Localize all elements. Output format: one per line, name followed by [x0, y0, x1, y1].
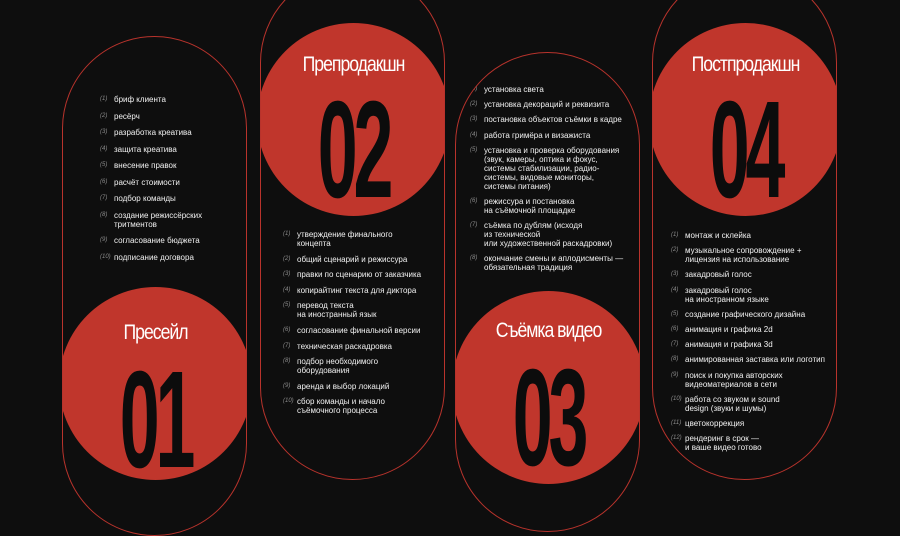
task-item — [470, 85, 640, 94]
stage-title: Препродакшн — [302, 53, 405, 76]
task-text: анимация и графика 3d — [685, 340, 773, 350]
task-index: (8) — [671, 356, 679, 363]
task-index: (5) — [470, 146, 478, 153]
task-index: (7) — [470, 222, 478, 229]
task-item — [671, 395, 836, 413]
task-text: цветокоррекция — [685, 418, 745, 428]
stage-filming-column — [455, 52, 640, 532]
task-item — [671, 355, 836, 364]
task-index: (3) — [671, 271, 679, 278]
stage-presale-column — [62, 36, 247, 536]
task-index: (6) — [671, 325, 679, 332]
task-text: режиссура и постановка на съёмочной площадке — [484, 196, 576, 215]
task-item — [100, 236, 240, 245]
task-index: (2) — [100, 112, 108, 119]
task-index: (2) — [470, 101, 478, 108]
task-index: (2) — [283, 255, 291, 262]
task-text: постановка объектов съёмки в кадре — [484, 115, 622, 125]
task-item — [283, 230, 443, 248]
task-item — [671, 325, 836, 334]
task-text: съёмка по дублям (исходя из технической или художественной раскадровки) — [484, 221, 613, 249]
task-item — [283, 301, 443, 319]
task-item — [470, 146, 640, 191]
stage-filming-circle — [455, 291, 640, 484]
task-item — [671, 246, 836, 264]
task-index: (3) — [283, 271, 291, 278]
task-text: создание графического дизайна — [685, 309, 806, 319]
task-index: (6) — [100, 178, 108, 185]
stage-number: 04 — [709, 73, 782, 216]
task-item — [671, 419, 836, 428]
stage-postproduction-circle — [652, 23, 837, 216]
task-text: анимация и графика 2d — [685, 324, 773, 334]
task-item — [100, 211, 240, 229]
task-index: (3) — [470, 116, 478, 123]
task-text: согласование бюджета — [114, 236, 200, 245]
task-index: (2) — [671, 247, 679, 254]
task-text: установка декораций и реквизита — [484, 100, 610, 110]
task-index: (6) — [283, 326, 291, 333]
task-index: (12) — [671, 435, 682, 442]
task-index: (4) — [283, 286, 291, 293]
task-item — [100, 145, 240, 154]
stage-number: 02 — [317, 73, 390, 216]
task-text: сбор команды и начало съёмочного процесса — [297, 397, 385, 416]
task-index: (9) — [283, 382, 291, 389]
stage-task-list — [671, 231, 836, 458]
task-text: правки по сценарию от заказчика — [297, 270, 422, 280]
task-item — [283, 270, 443, 279]
task-index: (6) — [470, 197, 478, 204]
task-index: (5) — [671, 310, 679, 317]
task-text: копирайтинг текста для диктора — [297, 285, 417, 295]
task-text: аренда и выбор локаций — [297, 381, 390, 391]
stage-presale-circle — [62, 287, 247, 480]
task-item — [671, 371, 836, 389]
task-item — [671, 286, 836, 304]
task-text: закадровый голос на иностранном языке — [685, 285, 769, 304]
stage-title: Постпродакшн — [691, 53, 800, 76]
task-text: перевод текста на иностранный язык — [297, 301, 377, 320]
task-item — [100, 161, 240, 170]
task-index: (7) — [283, 342, 291, 349]
stage-task-list — [100, 95, 240, 269]
task-item — [100, 194, 240, 203]
task-index: (1) — [100, 96, 108, 102]
task-index: (10) — [671, 395, 682, 402]
task-item — [283, 286, 443, 295]
task-text: подбор необходимого оборудования — [297, 357, 379, 376]
task-text: ресёрч — [114, 111, 140, 121]
task-item — [470, 115, 640, 124]
task-item — [470, 131, 640, 140]
task-text: бриф клиента — [114, 95, 166, 104]
stage-task-list — [470, 85, 640, 279]
task-index: (1) — [671, 232, 679, 238]
task-text: техническая раскадровка — [297, 341, 392, 351]
task-index: (5) — [100, 162, 108, 168]
task-item — [283, 255, 443, 264]
task-index: (4) — [470, 131, 478, 138]
task-index: (4) — [100, 145, 108, 152]
task-text: работа со звуком и sound design (звуки и шумы) — [685, 394, 780, 413]
task-index: (10) — [283, 398, 294, 405]
task-index: (8) — [470, 255, 478, 262]
task-item — [100, 178, 240, 187]
task-index: (5) — [283, 302, 291, 309]
task-item — [671, 434, 836, 452]
task-item — [671, 231, 836, 240]
stage-title: Съёмка видео — [495, 319, 602, 342]
stage-postproduction-column — [652, 0, 837, 480]
task-text: защита креатива — [114, 144, 177, 154]
stage-preproduction-column — [260, 0, 445, 480]
task-text: поиск и покупка авторских видеоматериалов в сети — [685, 370, 783, 389]
task-item — [283, 397, 443, 415]
task-item — [100, 253, 240, 262]
task-index: (4) — [671, 286, 679, 293]
task-item — [283, 357, 443, 375]
task-index: (9) — [100, 237, 108, 243]
task-index: (8) — [283, 358, 291, 365]
task-index: (1) — [283, 231, 291, 237]
task-item — [283, 342, 443, 351]
task-text: работа гримёра и визажиста — [484, 130, 591, 140]
task-text: подбор команды — [114, 194, 176, 203]
task-item — [470, 254, 640, 272]
task-index: (10) — [100, 253, 111, 260]
task-item — [283, 382, 443, 391]
task-text: создание режиссёрских тритментов — [114, 210, 203, 229]
task-text: рендеринг в срок — и ваше видео готово — [685, 434, 762, 453]
task-item — [671, 270, 836, 279]
task-item — [470, 197, 640, 215]
task-item — [100, 95, 240, 104]
task-text: разработка креатива — [114, 128, 192, 137]
stage-number: 01 — [119, 343, 192, 480]
task-text: согласование финальной версии — [297, 325, 421, 335]
task-item — [100, 128, 240, 137]
task-text: общий сценарий и режиссура — [297, 254, 408, 264]
task-item — [100, 112, 240, 121]
stage-preproduction-circle — [260, 23, 445, 216]
task-index: (9) — [671, 371, 679, 378]
stage-task-list — [283, 230, 443, 422]
task-item — [671, 340, 836, 349]
task-item — [470, 100, 640, 109]
task-text: окончание смены и аплодисменты — обязательная традиция — [484, 254, 624, 273]
task-text: монтаж и склейка — [685, 231, 751, 240]
task-text: внесение правок — [114, 161, 177, 170]
task-index: (7) — [100, 195, 108, 201]
task-text: анимированная заставка или логотип — [685, 355, 825, 365]
task-text: музыкальное сопровождение + лицензия на использование — [685, 246, 802, 265]
task-text: расчёт стоимости — [114, 177, 180, 187]
task-item — [283, 326, 443, 335]
task-text: подписание договора — [114, 252, 194, 262]
task-item — [470, 221, 640, 248]
task-text: закадровый голос — [685, 270, 752, 280]
task-index: (7) — [671, 341, 679, 348]
task-index: (1) — [470, 86, 478, 92]
task-text: установка света — [484, 85, 544, 94]
task-text: установка и проверка оборудования (звук, камеры, оптика и фокус, системы стабилизации, радио- системы, видовые мониторы, системы питания) — [484, 145, 620, 191]
task-index: (8) — [100, 211, 108, 218]
task-index: (3) — [100, 129, 108, 135]
stage-number: 03 — [512, 341, 585, 484]
task-item — [671, 310, 836, 319]
stage-title: Пресейл — [123, 321, 188, 344]
task-text: утверждение финального концепта — [297, 230, 393, 248]
task-index: (11) — [671, 419, 682, 426]
